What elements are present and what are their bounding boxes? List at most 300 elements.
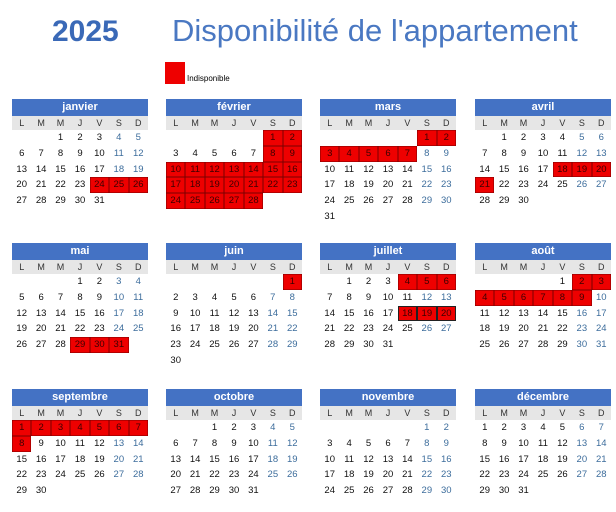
day-cell[interactable]: 31	[382, 339, 394, 351]
day-cell[interactable]: 29	[343, 339, 355, 351]
day-cell[interactable]: 13	[595, 147, 607, 159]
day-cell-unavailable[interactable]: 21	[244, 177, 263, 193]
day-cell[interactable]: 13	[113, 437, 125, 449]
day-cell[interactable]: 10	[324, 163, 335, 175]
day-cell[interactable]: 19	[363, 179, 374, 191]
day-cell[interactable]: 24	[248, 469, 259, 481]
day-cell[interactable]: 2	[77, 132, 83, 143]
day-cell[interactable]: 27	[35, 339, 47, 351]
day-cell[interactable]: 6	[231, 147, 237, 159]
day-cell[interactable]: 22	[498, 179, 510, 191]
day-cell[interactable]: 15	[286, 307, 298, 319]
day-cell[interactable]: 18	[113, 163, 125, 175]
day-cell[interactable]: 30	[363, 339, 374, 351]
day-cell[interactable]: 20	[382, 469, 394, 481]
day-cell[interactable]: 10	[324, 453, 335, 465]
day-cell[interactable]: 22	[557, 323, 568, 335]
day-cell[interactable]: 29	[479, 485, 490, 497]
day-cell[interactable]: 25	[537, 469, 549, 481]
day-cell[interactable]: 1	[559, 276, 566, 287]
day-cell[interactable]: 2	[443, 422, 449, 433]
day-cell[interactable]: 22	[343, 323, 355, 335]
day-cell[interactable]: 14	[402, 453, 413, 465]
day-cell[interactable]: 15	[74, 307, 86, 319]
day-cell[interactable]: 31	[518, 485, 529, 497]
day-cell[interactable]: 14	[324, 307, 335, 319]
day-cell-unavailable[interactable]: 26	[205, 193, 224, 209]
day-cell[interactable]: 17	[94, 163, 105, 175]
day-cell[interactable]: 8	[424, 437, 430, 449]
day-cell-unavailable[interactable]: 22	[263, 177, 282, 193]
day-cell[interactable]: 7	[404, 437, 411, 449]
day-cell[interactable]: 20	[518, 323, 529, 335]
day-cell[interactable]: 18	[343, 179, 355, 191]
day-cell[interactable]: 18	[343, 469, 355, 481]
day-cell-unavailable[interactable]: 6	[109, 420, 128, 436]
day-cell-unavailable[interactable]: 15	[263, 162, 282, 178]
day-cell[interactable]: 10	[94, 147, 105, 159]
day-cell[interactable]: 2	[231, 422, 237, 433]
day-cell[interactable]: 9	[443, 437, 449, 449]
day-cell[interactable]: 23	[228, 469, 240, 481]
day-cell[interactable]: 9	[520, 147, 527, 159]
day-cell[interactable]: 18	[132, 307, 144, 319]
day-cell[interactable]: 31	[324, 210, 335, 222]
day-cell-unavailable[interactable]: 29	[70, 337, 89, 353]
day-cell-unavailable[interactable]: 30	[90, 337, 109, 353]
day-cell[interactable]: 26	[228, 339, 240, 351]
day-cell[interactable]: 11	[344, 453, 355, 465]
day-cell[interactable]: 18	[74, 453, 86, 465]
day-cell[interactable]: 8	[424, 147, 430, 159]
day-cell[interactable]: 25	[402, 323, 413, 335]
day-cell-unavailable[interactable]: 10	[166, 162, 185, 178]
day-cell-unavailable[interactable]: 1	[12, 420, 31, 436]
day-cell[interactable]: 3	[520, 422, 527, 433]
day-cell[interactable]: 28	[189, 485, 201, 497]
day-cell[interactable]: 29	[209, 485, 220, 497]
day-cell[interactable]: 20	[248, 323, 259, 335]
day-cell[interactable]: 8	[289, 291, 295, 303]
day-cell[interactable]: 19	[16, 323, 27, 335]
day-cell[interactable]: 7	[250, 147, 257, 159]
day-cell[interactable]: 12	[498, 307, 510, 319]
day-cell[interactable]: 14	[267, 307, 279, 319]
day-cell-unavailable[interactable]: 5	[494, 290, 513, 306]
day-cell[interactable]: 22	[286, 323, 298, 335]
day-cell-unavailable[interactable]: 20	[437, 306, 456, 322]
day-cell[interactable]: 3	[116, 276, 122, 287]
day-cell[interactable]: 30	[170, 354, 181, 366]
day-cell[interactable]: 24	[55, 469, 66, 481]
day-cell[interactable]: 30	[440, 195, 452, 207]
day-cell[interactable]: 3	[192, 291, 198, 303]
day-cell[interactable]: 23	[74, 179, 86, 191]
day-cell[interactable]: 19	[363, 469, 374, 481]
day-cell[interactable]: 6	[38, 291, 44, 303]
day-cell[interactable]: 26	[363, 485, 374, 497]
day-cell-unavailable[interactable]: 7	[398, 146, 417, 162]
day-cell[interactable]: 21	[402, 179, 413, 191]
day-cell[interactable]: 18	[209, 323, 220, 335]
day-cell[interactable]: 3	[385, 276, 391, 287]
day-cell[interactable]: 17	[382, 307, 394, 319]
day-cell[interactable]: 13	[518, 307, 529, 319]
day-cell-unavailable[interactable]: 4	[398, 274, 417, 290]
day-cell-unavailable[interactable]: 8	[263, 146, 282, 162]
day-cell[interactable]: 13	[170, 453, 181, 465]
day-cell[interactable]: 10	[595, 291, 607, 303]
day-cell[interactable]: 5	[211, 147, 218, 159]
day-cell[interactable]: 14	[537, 307, 549, 319]
day-cell[interactable]: 28	[402, 485, 413, 497]
day-cell-unavailable[interactable]: 21	[475, 177, 494, 193]
day-cell-unavailable[interactable]: 2	[31, 420, 50, 436]
day-cell[interactable]: 4	[211, 291, 218, 303]
day-cell[interactable]: 11	[557, 147, 568, 159]
day-cell[interactable]: 6	[579, 422, 585, 433]
day-cell[interactable]: 5	[579, 132, 585, 143]
day-cell[interactable]: 13	[382, 453, 394, 465]
day-cell[interactable]: 12	[576, 147, 588, 159]
day-cell[interactable]: 24	[324, 195, 335, 207]
day-cell[interactable]: 9	[173, 307, 179, 319]
day-cell[interactable]: 12	[363, 163, 374, 175]
day-cell-unavailable[interactable]: 2	[572, 274, 591, 290]
day-cell[interactable]: 27	[440, 323, 452, 335]
day-cell[interactable]: 23	[518, 179, 529, 191]
day-cell[interactable]: 26	[498, 339, 510, 351]
day-cell[interactable]: 23	[576, 323, 588, 335]
day-cell[interactable]: 12	[16, 307, 27, 319]
day-cell[interactable]: 1	[346, 276, 352, 287]
day-cell[interactable]: 27	[16, 195, 27, 207]
day-cell[interactable]: 17	[113, 307, 125, 319]
day-cell[interactable]: 29	[286, 339, 298, 351]
day-cell[interactable]: 14	[35, 163, 47, 175]
day-cell-unavailable[interactable]: 31	[109, 337, 128, 353]
day-cell-unavailable[interactable]: 27	[224, 193, 243, 209]
day-cell[interactable]: 30	[228, 485, 240, 497]
day-cell[interactable]: 26	[286, 469, 298, 481]
day-cell-unavailable[interactable]: 4	[339, 146, 358, 162]
day-cell-unavailable[interactable]: 13	[224, 162, 243, 178]
day-cell[interactable]: 1	[482, 422, 488, 433]
day-cell[interactable]: 21	[189, 469, 201, 481]
day-cell[interactable]: 8	[482, 437, 488, 449]
day-cell[interactable]: 28	[55, 339, 66, 351]
day-cell-unavailable[interactable]: 9	[283, 146, 302, 162]
day-cell[interactable]: 23	[170, 339, 181, 351]
day-cell[interactable]: 31	[94, 195, 105, 207]
day-cell[interactable]: 16	[498, 453, 510, 465]
day-cell-unavailable[interactable]: 3	[320, 146, 339, 162]
day-cell[interactable]: 27	[382, 485, 394, 497]
day-cell[interactable]: 1	[57, 132, 64, 143]
day-cell[interactable]: 15	[16, 453, 27, 465]
day-cell[interactable]: 13	[440, 291, 452, 303]
day-cell[interactable]: 1	[211, 422, 218, 433]
day-cell[interactable]: 30	[576, 339, 588, 351]
day-cell-unavailable[interactable]: 4	[70, 420, 89, 436]
day-cell[interactable]: 11	[267, 437, 278, 449]
day-cell[interactable]: 26	[16, 339, 27, 351]
day-cell[interactable]: 30	[498, 485, 510, 497]
day-cell[interactable]: 10	[248, 437, 259, 449]
day-cell-unavailable[interactable]: 2	[437, 130, 456, 146]
day-cell[interactable]: 7	[270, 291, 276, 303]
day-cell[interactable]: 21	[35, 179, 47, 191]
day-cell[interactable]: 25	[343, 195, 355, 207]
day-cell-unavailable[interactable]: 24	[166, 193, 185, 209]
day-cell[interactable]: 18	[479, 323, 490, 335]
day-cell[interactable]: 24	[189, 339, 201, 351]
day-cell[interactable]: 17	[595, 307, 607, 319]
day-cell-unavailable[interactable]: 6	[378, 146, 397, 162]
day-cell[interactable]: 15	[209, 453, 220, 465]
day-cell[interactable]: 26	[557, 469, 568, 481]
day-cell[interactable]: 28	[35, 195, 47, 207]
day-cell[interactable]: 25	[267, 469, 279, 481]
day-cell[interactable]: 20	[113, 453, 125, 465]
day-cell[interactable]: 1	[77, 276, 83, 287]
day-cell[interactable]: 27	[576, 469, 588, 481]
day-cell-unavailable[interactable]: 3	[51, 420, 70, 436]
day-cell[interactable]: 23	[440, 179, 452, 191]
day-cell[interactable]: 10	[55, 437, 66, 449]
day-cell-unavailable[interactable]: 18	[398, 306, 417, 322]
day-cell[interactable]: 27	[113, 469, 125, 481]
day-cell-unavailable[interactable]: 16	[283, 162, 302, 178]
day-cell[interactable]: 11	[402, 291, 413, 303]
day-cell[interactable]: 12	[94, 437, 105, 449]
day-cell[interactable]: 6	[598, 132, 604, 143]
day-cell[interactable]: 10	[537, 147, 549, 159]
day-cell[interactable]: 15	[343, 307, 355, 319]
day-cell[interactable]: 22	[209, 469, 220, 481]
day-cell[interactable]: 14	[189, 453, 201, 465]
day-cell[interactable]: 16	[440, 163, 452, 175]
day-cell-unavailable[interactable]: 5	[359, 146, 378, 162]
day-cell[interactable]: 20	[35, 323, 47, 335]
day-cell[interactable]: 8	[77, 291, 83, 303]
day-cell[interactable]: 8	[501, 147, 507, 159]
day-cell[interactable]: 21	[267, 323, 279, 335]
day-cell[interactable]: 24	[537, 179, 549, 191]
day-cell[interactable]: 17	[537, 163, 549, 175]
day-cell[interactable]: 20	[382, 179, 394, 191]
day-cell[interactable]: 25	[209, 339, 220, 351]
day-cell-unavailable[interactable]: 7	[129, 420, 148, 436]
day-cell-unavailable[interactable]: 3	[592, 274, 611, 290]
day-cell[interactable]: 29	[421, 195, 433, 207]
day-cell[interactable]: 27	[518, 339, 529, 351]
day-cell[interactable]: 26	[576, 179, 588, 191]
day-cell[interactable]: 10	[113, 291, 125, 303]
day-cell[interactable]: 22	[421, 179, 433, 191]
day-cell[interactable]: 25	[74, 469, 86, 481]
day-cell[interactable]: 24	[382, 323, 394, 335]
day-cell[interactable]: 13	[382, 163, 394, 175]
day-cell[interactable]: 11	[538, 437, 548, 449]
day-cell[interactable]: 3	[540, 132, 546, 143]
day-cell-unavailable[interactable]: 17	[166, 177, 185, 193]
day-cell[interactable]: 11	[209, 307, 220, 319]
day-cell-unavailable[interactable]: 1	[263, 130, 282, 146]
day-cell[interactable]: 8	[211, 437, 218, 449]
day-cell[interactable]: 15	[498, 163, 510, 175]
day-cell[interactable]: 25	[132, 323, 144, 335]
day-cell[interactable]: 28	[324, 339, 335, 351]
day-cell[interactable]: 11	[479, 307, 490, 319]
day-cell-unavailable[interactable]: 25	[109, 177, 128, 193]
day-cell[interactable]: 24	[324, 485, 335, 497]
day-cell[interactable]: 11	[344, 163, 355, 175]
day-cell-unavailable[interactable]: 5	[417, 274, 436, 290]
day-cell[interactable]: 21	[537, 323, 549, 335]
day-cell-unavailable[interactable]: 5	[90, 420, 109, 436]
day-cell[interactable]: 9	[77, 147, 83, 159]
day-cell-unavailable[interactable]: 8	[553, 290, 572, 306]
day-cell-unavailable[interactable]: 2	[283, 130, 302, 146]
day-cell[interactable]: 16	[363, 307, 374, 319]
day-cell[interactable]: 21	[402, 469, 413, 481]
day-cell[interactable]: 27	[382, 195, 394, 207]
day-cell-unavailable[interactable]: 20	[224, 177, 243, 193]
day-cell[interactable]: 9	[96, 291, 103, 303]
day-cell[interactable]: 19	[498, 323, 510, 335]
day-cell[interactable]: 2	[96, 276, 103, 287]
day-cell[interactable]: 14	[132, 437, 144, 449]
day-cell[interactable]: 25	[557, 179, 568, 191]
day-cell[interactable]: 17	[324, 469, 335, 481]
day-cell[interactable]: 13	[576, 437, 588, 449]
day-cell[interactable]: 25	[479, 339, 490, 351]
day-cell[interactable]: 25	[343, 485, 355, 497]
day-cell[interactable]: 12	[363, 453, 374, 465]
day-cell[interactable]: 9	[443, 147, 449, 159]
day-cell-unavailable[interactable]: 20	[592, 162, 611, 178]
day-cell[interactable]: 5	[19, 291, 25, 303]
day-cell[interactable]: 8	[346, 291, 352, 303]
day-cell[interactable]: 22	[16, 469, 27, 481]
day-cell[interactable]: 14	[55, 307, 66, 319]
day-cell[interactable]: 22	[55, 179, 66, 191]
day-cell[interactable]: 26	[421, 323, 433, 335]
day-cell[interactable]: 9	[501, 437, 507, 449]
day-cell[interactable]: 15	[479, 453, 490, 465]
day-cell[interactable]: 29	[421, 485, 433, 497]
day-cell[interactable]: 16	[35, 453, 47, 465]
day-cell[interactable]: 29	[557, 339, 568, 351]
day-cell[interactable]: 5	[289, 422, 295, 433]
day-cell[interactable]: 28	[479, 195, 490, 207]
day-cell[interactable]: 10	[382, 291, 394, 303]
day-cell-unavailable[interactable]: 26	[129, 177, 148, 193]
day-cell[interactable]: 19	[94, 453, 105, 465]
day-cell[interactable]: 12	[421, 291, 433, 303]
day-cell[interactable]: 9	[38, 437, 44, 449]
day-cell[interactable]: 5	[365, 437, 372, 449]
day-cell[interactable]: 15	[557, 307, 568, 319]
day-cell[interactable]: 27	[170, 485, 181, 497]
day-cell[interactable]: 7	[327, 291, 333, 303]
day-cell[interactable]: 23	[94, 323, 105, 335]
day-cell[interactable]: 17	[324, 179, 335, 191]
day-cell[interactable]: 7	[57, 291, 64, 303]
day-cell[interactable]: 31	[248, 485, 259, 497]
day-cell[interactable]: 4	[192, 147, 198, 159]
day-cell[interactable]: 28	[537, 339, 549, 351]
day-cell-unavailable[interactable]: 19	[205, 177, 224, 193]
day-cell[interactable]: 2	[501, 422, 507, 433]
day-cell-unavailable[interactable]: 1	[283, 274, 302, 290]
day-cell[interactable]: 30	[74, 195, 86, 207]
day-cell[interactable]: 6	[19, 147, 25, 159]
day-cell[interactable]: 16	[440, 453, 452, 465]
day-cell[interactable]: 22	[421, 469, 433, 481]
day-cell[interactable]: 21	[55, 323, 66, 335]
day-cell[interactable]: 5	[135, 132, 141, 143]
day-cell[interactable]: 21	[324, 323, 335, 335]
day-cell[interactable]: 13	[35, 307, 47, 319]
day-cell[interactable]: 4	[540, 422, 546, 433]
day-cell-unavailable[interactable]: 6	[514, 290, 533, 306]
day-cell[interactable]: 28	[132, 469, 144, 481]
day-cell-unavailable[interactable]: 18	[185, 177, 204, 193]
day-cell[interactable]: 4	[346, 437, 352, 449]
day-cell[interactable]: 23	[440, 469, 452, 481]
day-cell[interactable]: 22	[479, 469, 490, 481]
day-cell[interactable]: 17	[189, 323, 201, 335]
day-cell[interactable]: 11	[133, 291, 144, 303]
day-cell[interactable]: 12	[557, 437, 568, 449]
day-cell[interactable]: 31	[595, 339, 607, 351]
day-cell[interactable]: 13	[16, 163, 27, 175]
day-cell[interactable]: 2	[173, 291, 179, 303]
day-cell[interactable]: 11	[75, 437, 85, 449]
day-cell[interactable]: 16	[94, 307, 105, 319]
day-cell-unavailable[interactable]: 23	[283, 177, 302, 193]
day-cell[interactable]: 4	[135, 276, 141, 287]
day-cell-unavailable[interactable]: 8	[12, 436, 31, 452]
day-cell[interactable]: 27	[248, 339, 259, 351]
day-cell[interactable]: 26	[363, 195, 374, 207]
day-cell[interactable]: 16	[518, 163, 529, 175]
day-cell[interactable]: 28	[402, 195, 413, 207]
day-cell[interactable]: 30	[440, 485, 452, 497]
day-cell[interactable]: 21	[595, 453, 607, 465]
day-cell-unavailable[interactable]: 18	[553, 162, 572, 178]
day-cell[interactable]: 5	[231, 291, 237, 303]
day-cell[interactable]: 6	[173, 437, 179, 449]
day-cell-unavailable[interactable]: 1	[417, 130, 436, 146]
day-cell[interactable]: 14	[595, 437, 607, 449]
day-cell[interactable]: 12	[228, 307, 240, 319]
day-cell-unavailable[interactable]: 12	[205, 162, 224, 178]
day-cell[interactable]: 14	[402, 163, 413, 175]
day-cell-unavailable[interactable]: 9	[572, 290, 591, 306]
day-cell[interactable]: 4	[270, 422, 276, 433]
day-cell[interactable]: 4	[559, 132, 566, 143]
day-cell-unavailable[interactable]: 6	[437, 274, 456, 290]
day-cell[interactable]: 1	[424, 422, 430, 433]
day-cell[interactable]: 10	[189, 307, 201, 319]
day-cell[interactable]: 28	[267, 339, 279, 351]
day-cell[interactable]: 8	[57, 147, 64, 159]
day-cell[interactable]: 2	[365, 276, 372, 287]
day-cell[interactable]: 28	[595, 469, 607, 481]
